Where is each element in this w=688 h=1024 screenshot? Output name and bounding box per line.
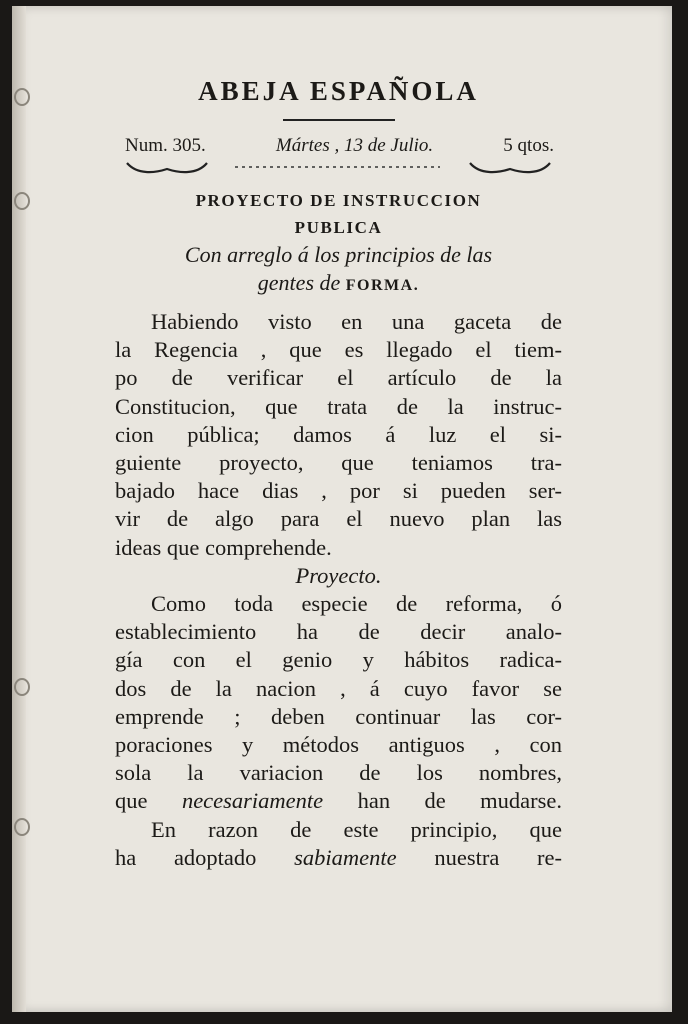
body-line: establecimiento ha de decir analo- <box>115 619 562 645</box>
page-binding <box>12 6 26 1012</box>
binding-stitch <box>14 192 30 210</box>
body-line: vir de algo para el nuevo plan las <box>115 506 562 532</box>
issue-date: Mártes , 13 de Julio. <box>275 135 434 156</box>
left-flourish-icon <box>125 159 209 177</box>
body-line: la Regencia , que es llegado el tiem- <box>115 337 562 363</box>
issue-line <box>115 135 562 157</box>
body-line: emprende ; deben continuar las cor- <box>115 703 562 729</box>
body-line: ideas que comprehende. <box>115 534 332 560</box>
body-line: bajado hace dias , por si pueden ser- <box>115 478 562 504</box>
section-title <box>115 187 562 241</box>
issue-price: 5 qtos. <box>503 135 554 156</box>
decorative-dot-rule <box>235 162 440 174</box>
body-line: Constitucion, que trata de la instruc- <box>115 393 562 419</box>
body-line: poraciones y métodos antiguos , con <box>115 732 562 758</box>
body-line: gía con el genio y hábitos radica- <box>115 647 562 673</box>
body-text-fragment: han de mudarse. <box>357 788 563 814</box>
body-line: dos de la nacion , á cuyo favor se <box>115 675 562 701</box>
proyecto-heading: Proyecto. <box>295 562 382 588</box>
emphasis-word: sabiamente <box>294 844 397 870</box>
body-line: Como toda especie de reforma, ó <box>151 591 562 617</box>
masthead-title: ABEJA ESPAÑOLA <box>198 76 479 106</box>
subtitle-line <box>115 269 562 300</box>
body-line: cion pública; damos á luz el si- <box>115 421 562 447</box>
issue-number: Num. 305. <box>125 135 206 156</box>
body-line-with-emphasis <box>115 787 562 815</box>
body-line: Habiendo visto en una gaceta de <box>151 309 562 334</box>
body-line: po de verificar el artículo de la <box>115 365 562 391</box>
body-line: sola la variacion de los nombres, <box>115 760 562 786</box>
masthead-rule <box>283 119 395 121</box>
section-subtitle <box>115 241 562 300</box>
section-title-line: PUBLICA <box>294 218 383 237</box>
book-page <box>12 6 672 1012</box>
article-body <box>115 308 562 872</box>
binding-stitch <box>14 818 30 836</box>
subtitle-line: Con arreglo á los principios de las <box>184 242 493 267</box>
body-text-fragment: que <box>115 788 148 814</box>
body-line-with-emphasis <box>115 844 562 872</box>
binding-stitch <box>14 678 30 696</box>
binding-stitch <box>14 88 30 106</box>
subtitle-caps-part: FORMA. <box>345 277 420 294</box>
body-text-fragment: ha adoptado <box>115 844 257 870</box>
emphasis-word: necesariamente <box>181 788 324 814</box>
text-column <box>115 76 562 872</box>
section-title-line: PROYECTO DE INSTRUCCION <box>195 191 482 210</box>
body-line: guiente proyecto, que teniamos tra- <box>115 450 562 476</box>
right-flourish-icon <box>468 159 552 177</box>
subtitle-italic-part: gentes de <box>257 270 341 295</box>
body-text-fragment: nuestra re- <box>434 844 562 870</box>
ornament-row <box>115 159 562 181</box>
body-line: En razon de este principio, que <box>151 816 562 842</box>
